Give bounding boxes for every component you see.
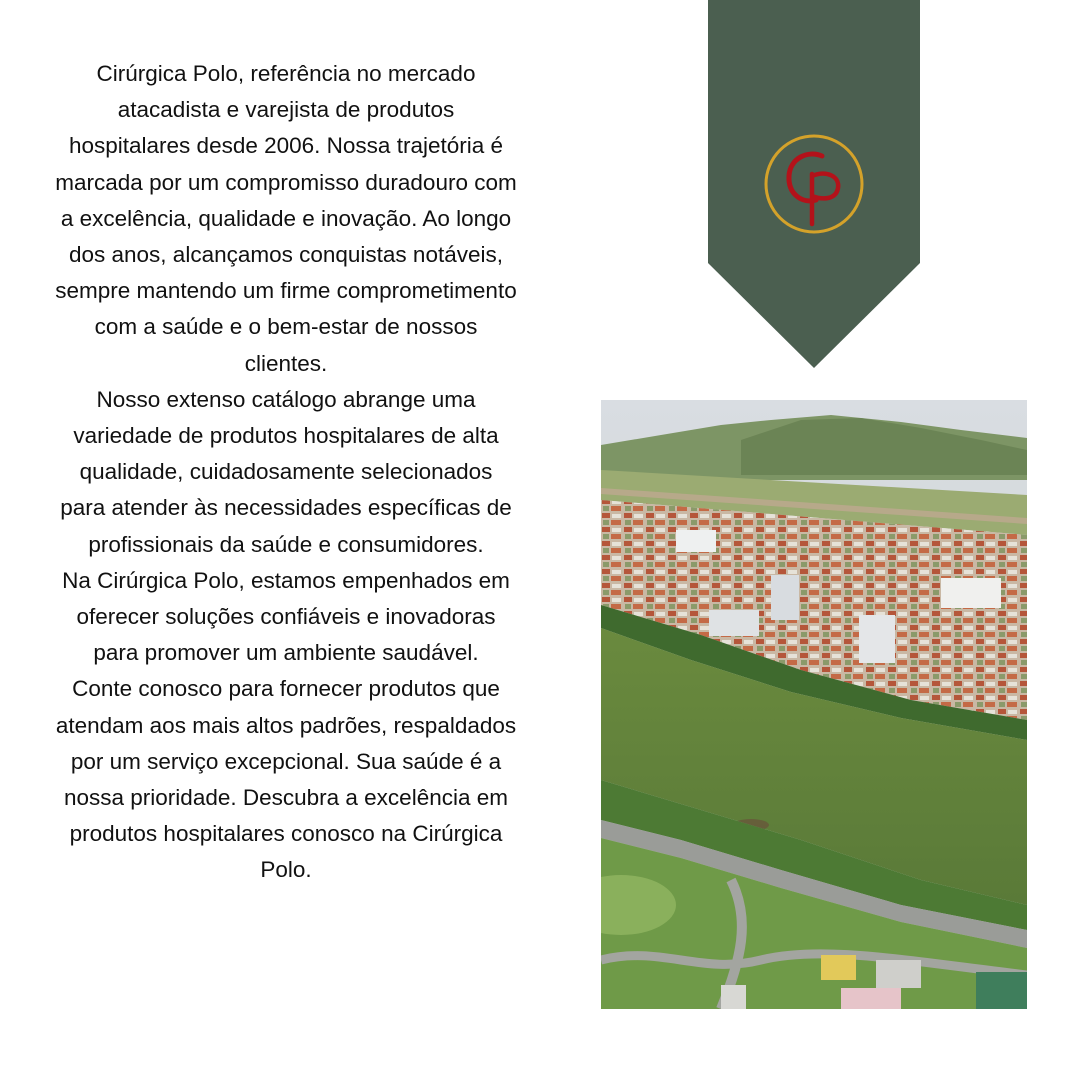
aerial-photo-illustration — [601, 400, 1027, 1009]
about-text-column — [55, 56, 517, 889]
about-paragraph-4: Conte conosco para fornecer produtos que atendam aos mais altos padrões, respaldados por um serviço excepcional. Sua saúde é a nossa prioridade. Descubra a excelência em produtos hospitalares conosco na Cirúrgica Polo. — [55, 676, 517, 883]
aerial-city-photo — [601, 400, 1027, 1009]
about-paragraph-1: Cirúrgica Polo, referência no mercado atacadista e varejista de produtos hospitalares desde 2006. Nossa trajetória é marcada por um compromisso duradouro com a excelência, qualidade e inovação. Ao longo dos anos, alcançamos conquistas notáveis, sempre mantendo um firme comprometimento com a saúde e o bem-estar de nossos clientes. — [55, 61, 517, 376]
about-paragraph-2: Nosso extenso catálogo abrange uma variedade de produtos hospitalares de alta qualidade, cuidadosamente selecionados para atender às necessidades específicas de profissionais da saúde e consumidores. — [60, 386, 512, 557]
about-paragraph-3: Na Cirúrgica Polo, estamos empenhados em oferecer soluções confiáveis e inovadoras para promover um ambiente saudável. — [62, 567, 510, 666]
cp-monogram-logo — [764, 134, 864, 234]
